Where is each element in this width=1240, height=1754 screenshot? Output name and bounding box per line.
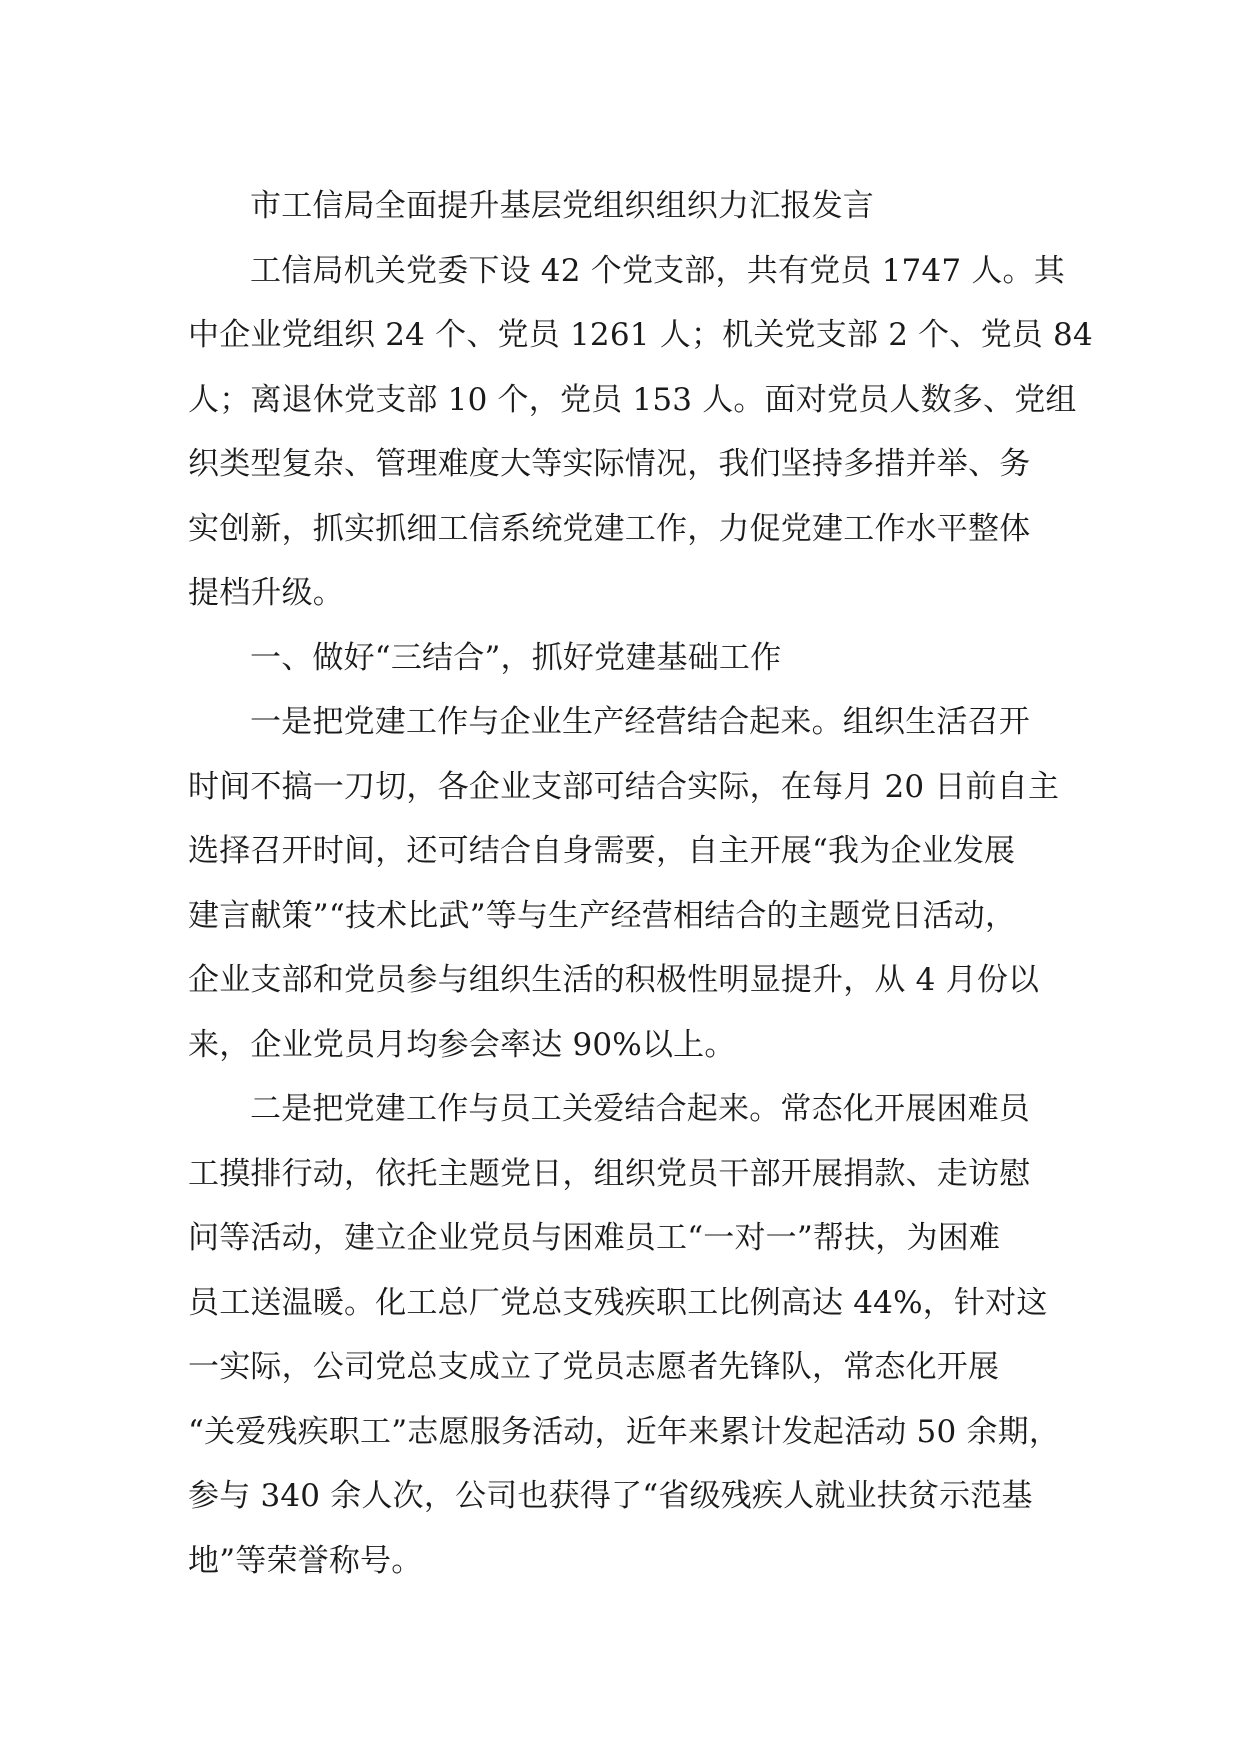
paragraph-line: 问等活动，建立企业党员与困难员工“一对一”帮扶，为困难 [188, 1220, 1001, 1256]
paragraph-line: 员工送温暖。化工总厂党总支残疾职工比例高达 44%，针对这 [188, 1284, 1048, 1321]
paragraph-intro [188, 239, 1093, 626]
paragraph-line: 来，企业党员月均参会率达 90%以上。 [188, 1026, 736, 1063]
paragraph-line: 人；离退休党支部 10 个，党员 153 人。面对党员人数多、党组 [188, 381, 1077, 418]
paragraph-line: 提档升级。 [188, 575, 344, 611]
paragraph-production [188, 690, 1060, 1077]
paragraph-line: 一实际，公司党总支成立了党员志愿者先锋队，常态化开展 [188, 1349, 1000, 1385]
section-heading [188, 626, 1050, 691]
paragraph-line: 工信局机关党委下设 42 个党支部，共有党员 1747 人。其 [250, 252, 1065, 289]
paragraph-employee-care [188, 1077, 1061, 1593]
paragraph-line: 中企业党组织 24 个、党员 1261 人；机关党支部 2 个、党员 84 [188, 317, 1093, 353]
paragraph-line: 一是把党建工作与企业生产经营结合起来。组织生活召开 [250, 704, 1030, 740]
section-heading-text: 一、做好“三结合”，抓好党建基础工作 [250, 639, 782, 676]
paragraph-line: 参与 340 余人次，公司也获得了“省级残疾人就业扶贫示范基 [188, 1478, 1033, 1514]
paragraph-line: 企业支部和党员参与组织生活的积极性明显提升，从 4 月份以 [188, 962, 1040, 998]
paragraph-line: 选择召开时间，还可结合自身需要，自主开展“我为企业发展 [188, 833, 1016, 869]
paragraph-line: 地”等荣誉称号。 [188, 1542, 423, 1579]
paragraph-line: 时间不搞一刀切，各企业支部可结合实际，在每月 20 日前自主 [188, 768, 1060, 805]
paragraph-line: 实创新，抓实抓细工信系统党建工作，力促党建工作水平整体 [188, 510, 1031, 547]
paragraph-line: 二是把党建工作与员工关爱结合起来。常态化开展困难员 [250, 1091, 1030, 1127]
paragraph-line: 工摸排行动，依托主题党日，组织党员干部开展捐款、走访慰 [188, 1155, 1031, 1192]
paragraph-line: 织类型复杂、管理难度大等实际情况，我们坚持多措并举、务 [188, 446, 1031, 482]
document-title: 市工信局全面提升基层党组织组织力汇报发言 [250, 188, 874, 224]
document-body [188, 174, 1093, 1593]
paragraph-line: “关爱残疾职工”志愿服务活动，近年来累计发起活动 50 余期， [188, 1413, 1061, 1450]
paragraph-line: 建言献策”“技术比武”等与生产经营相结合的主题党日活动， [188, 897, 1017, 934]
